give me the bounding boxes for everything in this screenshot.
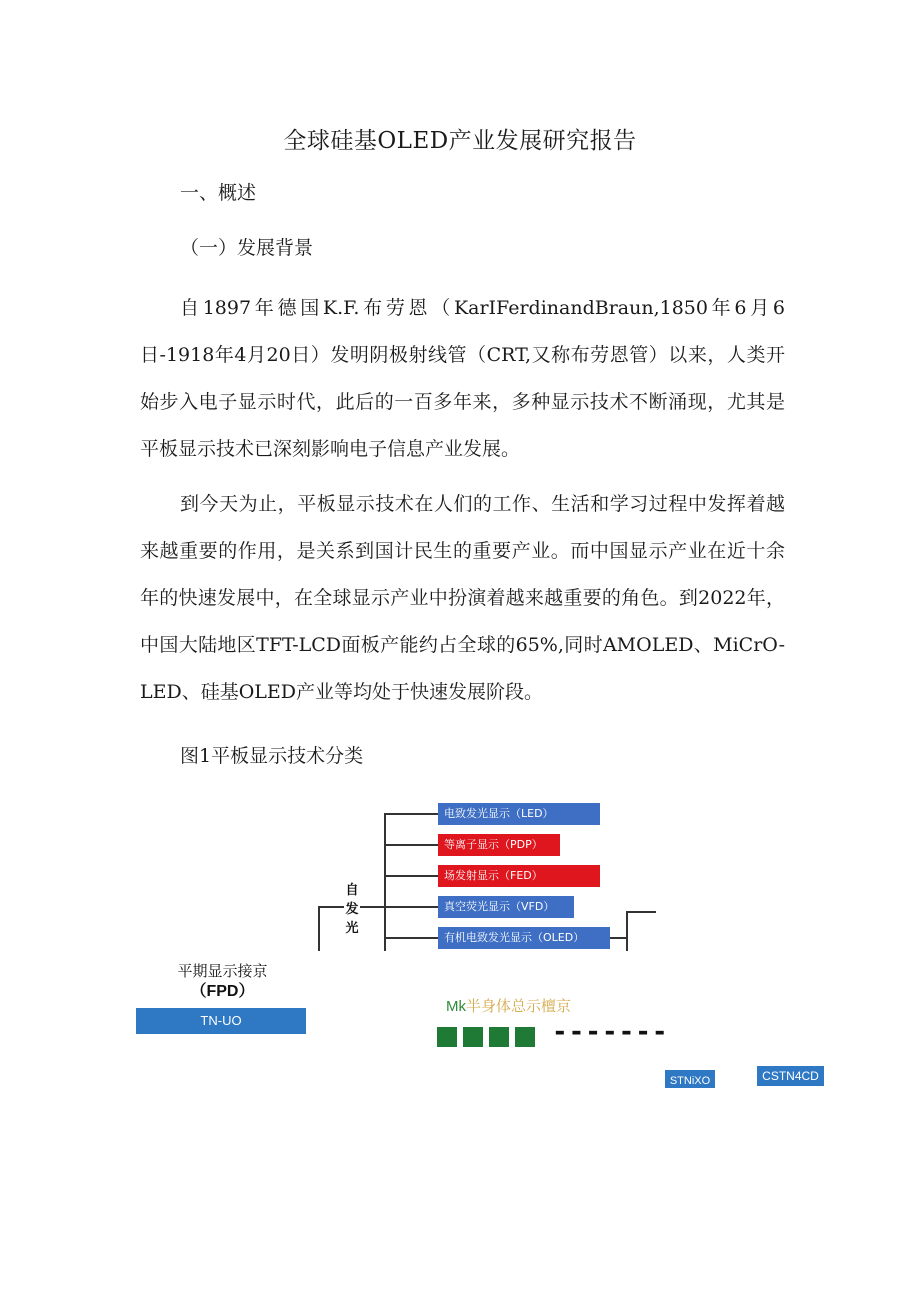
group-left-line: [318, 906, 320, 951]
branch-line-oled: [384, 937, 438, 939]
branch-line-led: [384, 813, 438, 815]
paragraph-industry: 到今天为止，平板显示技术在人们的工作、生活和学习过程中发挥着越来越重要的作用，是关系到国计民生的重要产业。而中国显示产业在近十余年的快速发展中，在全球显示产业中扮演着越来越重要的角色。到2022年，中国大陆地区TFT-LCD面板产能约占全球的65%,同时AMOLED、MiCrO-LED、硅基OLED产业等均处于快速发展阶段。: [140, 493, 785, 703]
fpd-name: 平期显示接京: [177, 963, 268, 980]
semi-text: 半身体总示檀京: [466, 998, 572, 1015]
cstn-box: CSTN4CD: [757, 1066, 824, 1086]
green-square-4: [515, 1027, 535, 1047]
tn-lcd-box: TN-UO: [136, 1008, 306, 1034]
green-square-3: [489, 1027, 509, 1047]
group-connector-line: [360, 906, 386, 908]
category-pdp: 等离子显示（PDP）: [438, 834, 560, 856]
dashed-connector: -------: [552, 1017, 669, 1047]
subsection-heading: （一）发展背景: [180, 237, 314, 259]
document-title: 全球硅基OLED产业发展研究报告: [283, 128, 637, 154]
category-led: 电致发光显示（LED）: [438, 803, 600, 825]
branch-line-fed: [384, 875, 438, 877]
branch-line-pdp: [384, 844, 438, 846]
self-emissive-label: 自发光: [345, 883, 359, 936]
category-fed: 场发射显示（FED）: [438, 865, 600, 887]
fpd-label: [140, 962, 305, 1002]
classification-diagram: [318, 801, 656, 951]
green-square-1: [437, 1027, 457, 1047]
group-branch-line: [318, 906, 344, 908]
tree-trunk-line: [384, 813, 386, 951]
right-trunk-line: [626, 911, 628, 951]
fpd-abbreviation: （FPD）: [190, 983, 255, 1000]
figure-caption: 图1平板显示技术分类: [180, 745, 364, 767]
category-vfd: 真空荧光显示（VFD）: [438, 896, 574, 918]
green-square-2: [463, 1027, 483, 1047]
paragraph-background: 自1897年德国K.F.布劳恩（KarIFerdinandBraun,1850年6月6日-1918年4月20日）发明阴极射线管（CRT,又称布劳恩管）以来，人类开始步入电子显示时代，此后的一百多年来，多种显示技术不断涌现，尤其是平板显示技术已深刻影响电子信息产业发展。: [140, 297, 785, 460]
branch-line-vfd: [384, 906, 438, 908]
stn-box: STNiXO: [665, 1070, 715, 1088]
semi-prefix: Mk: [446, 998, 466, 1015]
category-oled: 有机电致发光显示（OLED）: [438, 927, 610, 949]
right-branch-line: [626, 911, 656, 913]
section-heading: 一、概述: [180, 182, 257, 204]
semiconductor-display-label: [446, 995, 571, 1016]
